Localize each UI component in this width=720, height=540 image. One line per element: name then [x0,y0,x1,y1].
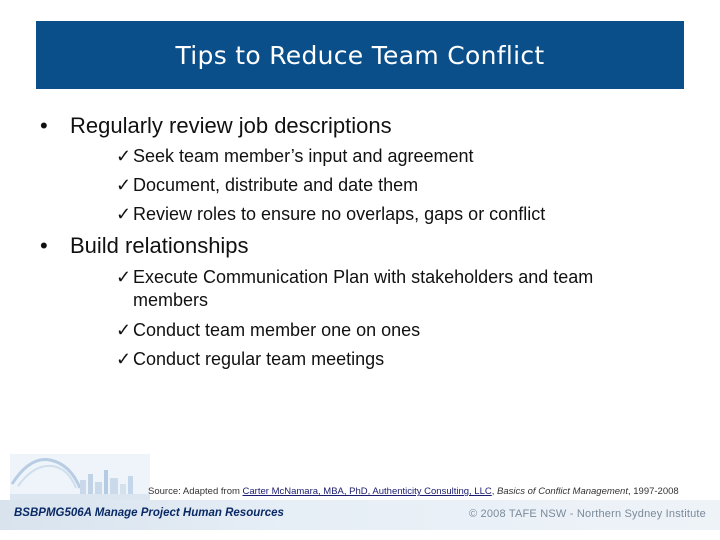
harbour-skyline-graphic [10,454,150,504]
bullet-text: Build relationships [70,233,249,258]
subitem-text: Conduct team member one on ones [133,320,421,340]
bullet-review-job-descriptions [40,113,392,139]
source-years: , 1997-2008 [627,486,679,497]
source-prefix: Source: Adapted from [148,486,243,497]
subitem-execute-plan [116,266,676,312]
title-bar [36,21,684,89]
subitem-text: Seek team member’s input and agreement [133,146,474,166]
subitem-text: Conduct regular team meetings [133,349,385,369]
source-citation [148,486,679,497]
check-icon: ✓ [116,175,132,195]
check-icon: ✓ [116,204,132,224]
bullet-glyph: • [40,113,48,138]
check-icon: ✓ [116,349,132,369]
course-code: BSBPMG506A Manage Project Human Resources [14,507,284,519]
check-icon: ✓ [116,267,132,287]
bullet-build-relationships [40,233,249,259]
subitem-text: Execute Communication Plan with stakeholders and team [133,267,594,287]
source-separator: , [491,486,498,497]
bullet-text: Regularly review job descriptions [70,113,392,138]
subitem-continuation: members [133,290,209,310]
check-icon: ✓ [116,320,132,340]
subitem-review-roles [116,203,676,226]
source-title: Basics of Conflict Management [497,486,628,497]
copyright-notice: © 2008 TAFE NSW - Northern Sydney Institute [468,508,706,520]
subitem-seek-input [116,145,676,168]
subitem-team-meetings [116,348,676,371]
bullet-glyph: • [40,233,48,258]
slide-title: Tips to Reduce Team Conflict [175,40,545,70]
subitem-document [116,174,676,197]
subitem-one-on-ones [116,319,676,342]
subitem-text: Review roles to ensure no overlaps, gaps or conflict [133,204,546,224]
subitem-text: Document, distribute and date them [133,175,419,195]
check-icon: ✓ [116,146,132,166]
source-link[interactable]: Carter McNamara, MBA, PhD, Authenticity Consulting, LLC [242,486,492,497]
